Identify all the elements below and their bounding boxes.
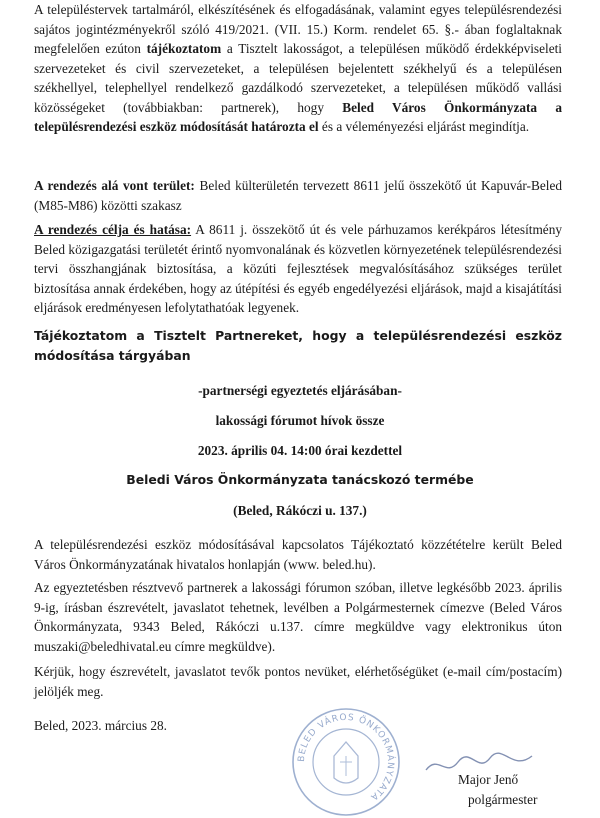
date-place: Beled, 2023. március 28. — [34, 718, 167, 733]
website-paragraph: A településrendezési eszköz módosításával kapcsolatos Tájékoztató közzétételre került Beled Város Önkormányzatának hivatalos honlapján (www. beled.hu). — [34, 537, 562, 572]
intro-bold-decision: Beled Város Önkormányzata a településrendezési eszköz módosítását határozta el — [34, 99, 562, 134]
signatory-title: polgármester — [468, 792, 538, 807]
purpose-paragraph: A rendezés célja és hatása: A 8611 j. összekötő út és vele párhuzamos kerékpáros létesítmény Beled közigazgatási területét érintő nyomvonalának és közvetlen környezetének településrendezési tervi összhangjának biztosítása, a közúti fejlesztések megvalósításához szükséges terület biztosítása annak érdekében, hogy az útépítési és egyéb engedélyezési eljárások, majd a kisajátítási eljárások eredményesen lefolytathatóak legyenek. — [34, 222, 563, 315]
intro-paragraph: A településtervek tartalmáról, elkészítésének és elfogadásának, valamint egyes településrendezési sajátos jogintézményekről szóló 419/2021. (VII. 15.) Korm. rendelet 65. §.- ában foglaltaknak megfelelően ezúton tájékoztatom a Tisztelt lakosságot, a településen működő érdekképviseleti szervezeteket és civil szervezeteket, a településen bejelentett székhelyű és a településen székhellyel, telephellyel rendelkező gazdálkodó szervezeteket, a településen működő vallási közösségeket (továbbiakban: partnerek), hogy Beled Város Önkormányzata a településrendezési eszköz módosítását határozta el és a véleményezési eljárást megindítja. — [34, 2, 562, 134]
notice-line-datetime: 2023. április 04. 14:00 órai kezdettel — [197, 443, 403, 458]
comments-paragraph: Az egyeztetésben résztvevő partnerek a lakossági fórumon szóban, illetve legkésőbb 2023. április 9-ig, írásban észrevételt, javaslatot tehetnek, levélben a Polgármesternek címezve (Beled Város Önkormányzata, 9343 Beled, Rákóczi u.137. címre megküldve vagy elektronikus úton muszaki@beledhivatal.eu címre megküldve). — [34, 580, 562, 654]
area-paragraph: A rendezés alá vont terület: Beled külterületén tervezett 8611 jelű összekötő út Kapuvár-Beled (M85-M86) közötti szakasz — [34, 178, 562, 213]
notice-line-forum: lakossági fórumot hívok össze — [215, 413, 385, 428]
contact-request-paragraph: Kérjük, hogy észrevételt, javaslatot tevők pontos nevüket, elérhetőségüket (e-mail cím/postacím) jelöljék meg. — [34, 664, 562, 699]
svg-text:BELED VÁROS ÖNKORMÁNYZATA — [297, 713, 397, 802]
official-stamp — [290, 706, 402, 818]
intro-bold-notify: tájékoztatom — [146, 41, 222, 56]
notice-heading: Tájékoztatom a Tisztelt Partnereket, hogy a településrendezési eszköz módosítása tárgyában — [34, 328, 562, 363]
purpose-label: A rendezés célja és hatása: — [34, 222, 192, 237]
area-label: A rendezés alá vont terület: — [34, 178, 195, 193]
notice-line-address: (Beled, Rákóczi u. 137.) — [233, 503, 367, 518]
notice-line-consultation: -partnerségi egyeztetés eljárásában- — [198, 383, 402, 398]
stamp-ring-text: BELED VÁROS ÖNKORMÁNYZATA — [296, 712, 396, 803]
notice-line-venue: Beledi Város Önkormányzata tanácskozó termébe — [126, 472, 474, 487]
signatory-name: Major Jenő — [458, 772, 519, 787]
